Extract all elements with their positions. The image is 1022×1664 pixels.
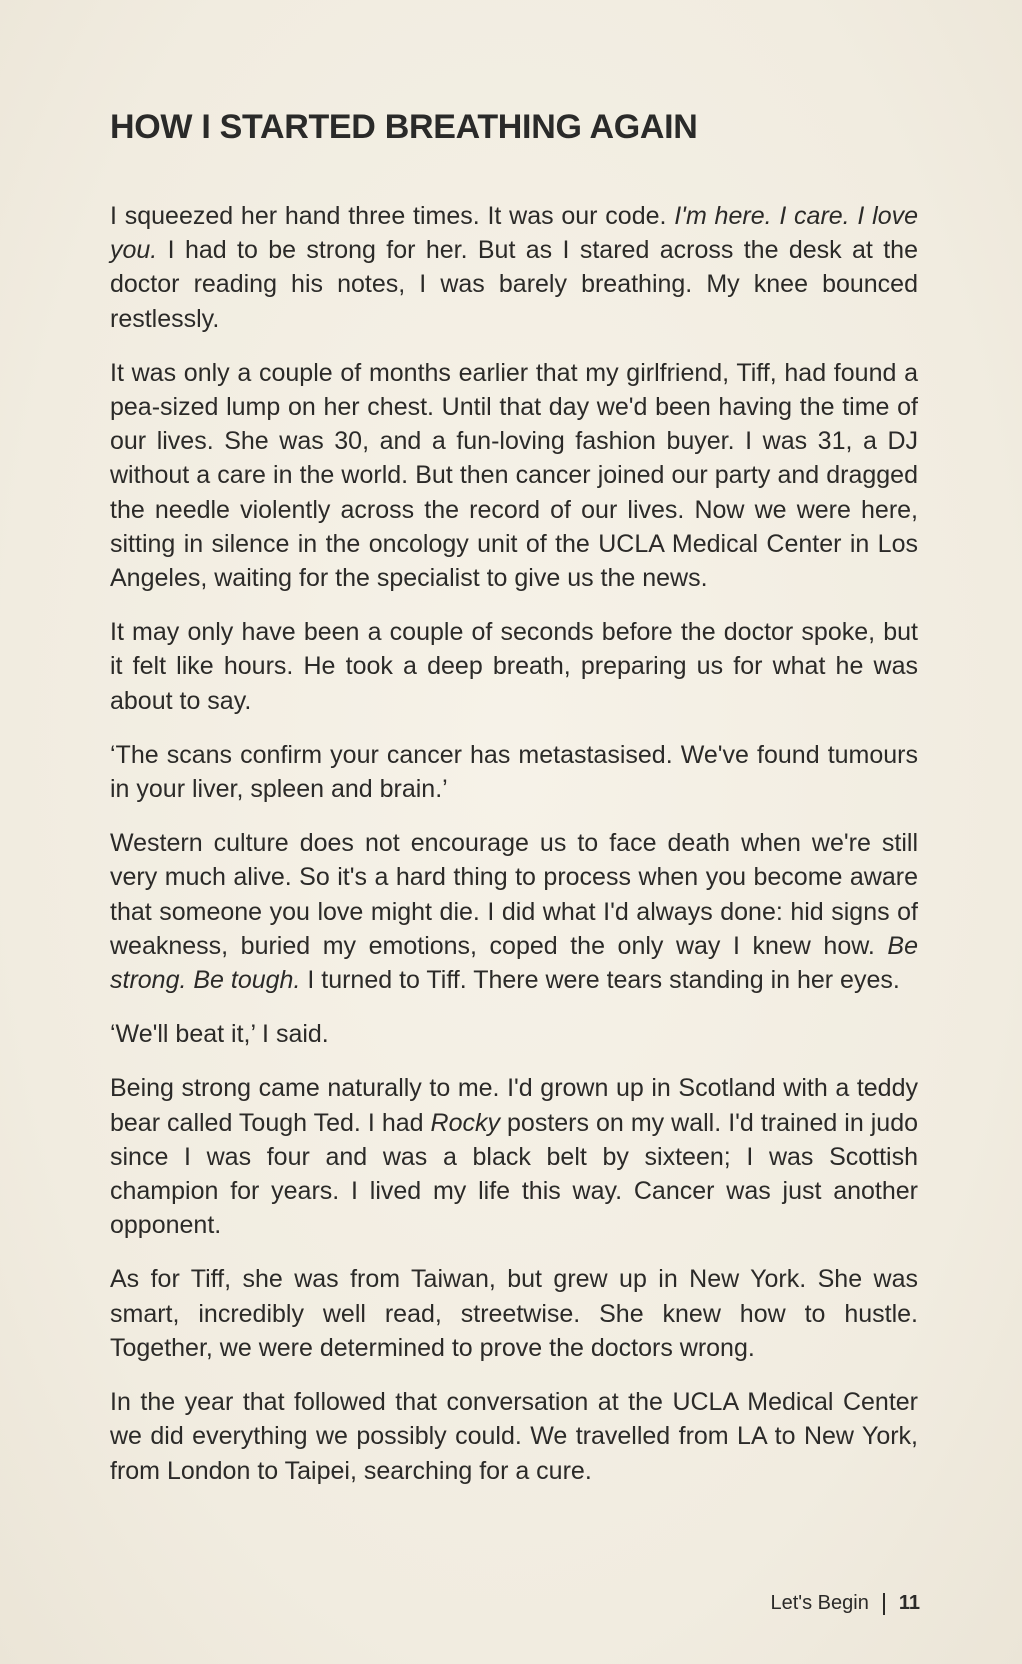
italic-title: Rocky (430, 1108, 501, 1137)
paragraph-2: It was only a couple of months earlier that my girlfriend, Tiff, had found a pea-sized lump on her chest. Until that day we'd been having the time of our lives. She was 30, and a fun-loving fashion buyer. I was 31, a DJ without a care in the world. But then cancer joined our party and dragged the needle violently across the record of our lives. Now we were here, sitting in silence in the oncology unit of the UCLA Medical Center in Los Angeles, waiting for the specialist to give us the news. (110, 358, 918, 593)
paragraph-8: As for Tiff, she was from Taiwan, but grew up in New York. She was smart, incredibly well read, streetwise. She knew how to hustle. Together, we were determined to prove the doctors wrong. (110, 1265, 918, 1362)
paragraph-4: ‘The scans confirm your cancer has metastasised. We've found tumours in your liver, spleen and brain.’ (110, 740, 918, 804)
paragraph-3: It may only have been a couple of seconds before the doctor spoke, but it felt like hours. He took a deep breath, preparing us for what he was about to say. (110, 618, 918, 715)
page-footer (771, 1592, 921, 1615)
chapter-title: HOW I STARTED BREATHING AGAIN (110, 108, 698, 146)
paragraph-9: In the year that followed that conversation at the UCLA Medical Center we did everything we possibly could. We travelled from LA to New York, from London to Taipei, searching for a cure. (110, 1388, 918, 1485)
footer-divider (883, 1593, 885, 1615)
paragraph-5: Western culture does not encourage us to face death when we're still very much alive. So it's a hard thing to process when you become aware that someone you love might die. I did what I'd always done: hid signs of weakness, buried my emotions, coped the only way I knew how. Be strong. Be tough. I turned to Tiff. There were tears standing in her eyes. (110, 829, 918, 995)
body-text (110, 108, 918, 1508)
section-name: Let's Begin (770, 1592, 869, 1614)
paragraph-7: Being strong came naturally to me. I'd grown up in Scotland with a teddy bear called Tough Ted. I had Rocky posters on my wall. I'd trained in judo since I was four and was a black belt by sixteen; I was Scottish champion for years. I lived my life this way. Cancer was just another opponent. (110, 1074, 919, 1240)
page-number: 11 (898, 1592, 920, 1614)
italic-phrase: I'm here. I care. I love you. (110, 202, 918, 265)
paragraph-6: ‘We'll beat it,’ I said. (110, 1020, 329, 1049)
paragraph-1: I squeezed her hand three times. It was our code. I'm here. I care. I love you. I had to be strong for her. But as I stared across the desk at the doctor reading his notes, I was barely breathing. My knee bounced restlessly. (110, 202, 918, 333)
italic-phrase: Be strong. Be tough. (110, 931, 918, 995)
